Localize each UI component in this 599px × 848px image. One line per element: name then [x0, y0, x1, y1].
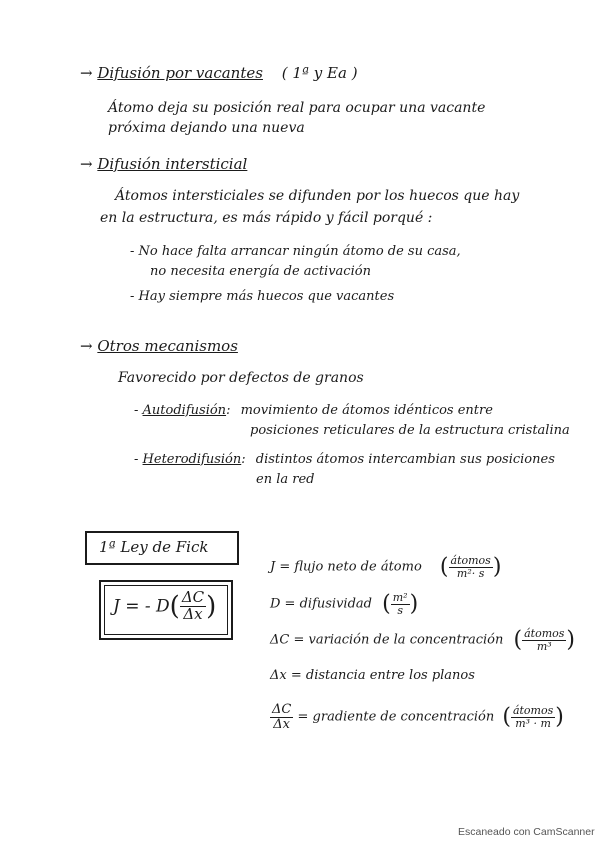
heterodiffusion-term: Heterodifusión: [142, 452, 242, 467]
def-diffusivity-unit-num: m²: [392, 591, 408, 604]
colon: :: [226, 403, 231, 418]
colon: :: [241, 452, 246, 467]
vacancy-heading: [80, 64, 358, 82]
def-flux: J = flujo neto de átomo ( $\frac{\text{átomos}}{\text{m²· s}}$ ): [270, 554, 502, 580]
bullet-1-line-1: - No hace falta arrancar ningún átomo de su casa,: [130, 244, 461, 259]
interstitial-body-line-1: Átomos intersticiales se difunden por los huecos que hay: [115, 188, 520, 204]
interstitial-heading: [80, 155, 247, 173]
def-gradient-eq: =: [297, 709, 309, 725]
vacancy-note: ( 1ª y Ea ): [281, 64, 358, 82]
interstitial-body-line-2: en la estructura, es más rápido y fácil porqué :: [100, 210, 433, 226]
def-diffusivity-symbol: D =: [270, 596, 296, 612]
interstitial-title: Difusión intersticial: [97, 155, 248, 173]
other-heading: [80, 337, 238, 355]
other-title: Otros mecanismos: [97, 337, 238, 355]
dash: -: [134, 403, 139, 418]
other-intro: Favorecido por defectos de granos: [118, 370, 364, 386]
def-distance-symbol: Δx =: [270, 668, 302, 683]
heterodiffusion-line-1: distintos átomos intercambian sus posiciones: [255, 452, 555, 467]
bullet-1-line-2: no necesita energía de activación: [150, 264, 371, 279]
arrow-right-icon: →: [80, 64, 93, 82]
scanner-watermark: Escaneado con CamScanner: [458, 826, 595, 838]
formula-lhs: J = - D: [113, 596, 170, 617]
def-gradient-text: gradiente de concentración: [312, 709, 495, 725]
arrow-right-icon: →: [80, 337, 93, 355]
vacancy-body-line-1: Átomo deja su posición real para ocupar una vacante: [108, 100, 486, 116]
formula-denominator: Δx: [183, 604, 203, 623]
def-concentration: ΔC = variación de la concentración ( $\frac{\text{átomos}}{\text{m³}}$ ): [270, 627, 575, 653]
arrow-right-icon: →: [80, 155, 93, 173]
def-gradient-unit-den: m³ · m: [515, 716, 551, 730]
bullet-2-line-1: - Hay siempre más huecos que vacantes: [130, 289, 395, 304]
def-diffusivity-text: difusividad: [299, 596, 372, 612]
def-distance: [270, 668, 475, 683]
def-gradient-symbol-num: ΔC: [272, 702, 292, 717]
def-gradient-symbol-den: Δx: [273, 716, 291, 732]
fick-title-box: [85, 531, 239, 565]
def-flux-unit-den: m²· s: [456, 566, 485, 580]
heterodiffusion-item: [134, 452, 555, 467]
vacancy-title: Difusión por vacantes: [97, 64, 263, 82]
def-concentration-unit-den: m³: [536, 639, 552, 653]
def-concentration-text: variación de la concentración: [308, 632, 504, 648]
fick-formula: J = - D( $\frac{\Delta C}{\Delta x}$ ): [113, 588, 217, 623]
fick-title: 1ª Ley de Fick: [99, 538, 209, 556]
def-flux-text: flujo neto de átomo: [294, 559, 422, 575]
def-gradient-unit-num: átomos: [512, 704, 554, 718]
def-concentration-symbol: ΔC =: [270, 632, 305, 648]
fick-formula-box: [99, 580, 233, 640]
def-gradient: $\frac{\Delta C}{\Delta x}$ = gradiente de concentración ( $\frac{\text{átomos}}{\text{m³ · m}}$ ): [272, 702, 564, 732]
formula-numerator: ΔC: [181, 588, 205, 606]
dash: -: [134, 452, 139, 467]
def-diffusivity-unit-den: s: [397, 603, 403, 617]
autodiffusion-item: [134, 403, 493, 418]
autodiffusion-line-2: posiciones reticulares de la estructura cristalina: [250, 423, 570, 438]
def-diffusivity: D = difusividad ( $\frac{\text{m²}}{s}$ ): [270, 591, 419, 617]
def-flux-symbol: J =: [270, 559, 291, 575]
def-distance-text: distancia entre los planos: [305, 668, 475, 683]
heterodiffusion-line-2: en la red: [256, 472, 315, 487]
autodiffusion-term: Autodifusión: [142, 403, 227, 418]
vacancy-body-line-2: próxima dejando una nueva: [108, 120, 305, 136]
def-concentration-unit-num: átomos: [524, 627, 565, 640]
def-flux-unit-num: átomos: [450, 554, 491, 567]
autodiffusion-line-1: movimiento de átomos idénticos entre: [240, 403, 493, 418]
